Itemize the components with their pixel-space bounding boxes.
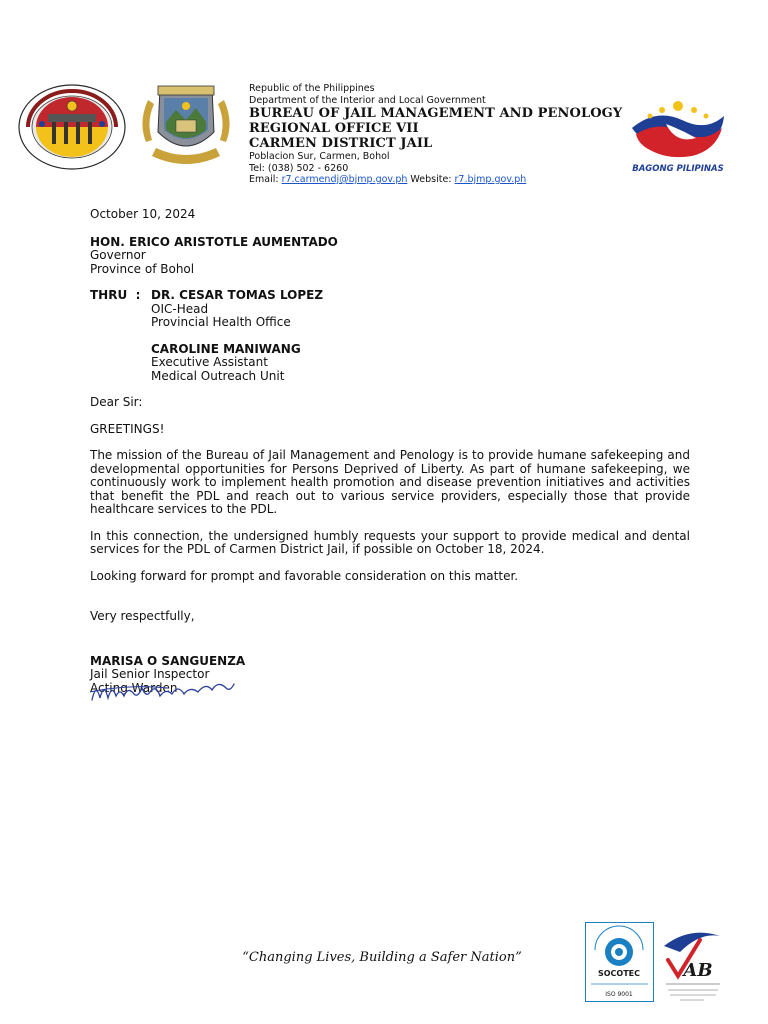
website-link[interactable]: r7.bjmp.gov.ph <box>454 174 527 185</box>
handwritten-signature-icon <box>88 674 238 708</box>
paragraph-3: Looking forward for prompt and favorable consideration on this matter. <box>90 568 519 583</box>
thru-label: THRU : <box>90 288 141 302</box>
thru1-org: Provincial Health Office <box>151 315 291 329</box>
salutation: Dear Sir: <box>90 395 143 409</box>
tel-line: Tel: (038) 502 - 6260 <box>249 162 349 174</box>
bureau-line: BUREAU OF JAIL MANAGEMENT AND PENOLOGY <box>249 106 623 121</box>
recipient-title: Governor <box>90 248 146 262</box>
jail-line: CARMEN DISTRICT JAIL <box>249 136 433 151</box>
signer-position: Acting Warden <box>90 680 178 695</box>
thru-block <box>90 289 690 383</box>
thru2-name: CAROLINE MANIWANG <box>151 341 301 356</box>
letterhead-text <box>249 83 629 186</box>
thru1-title: OIC-Head <box>151 301 209 316</box>
signer-name: MARISA O SANGUENZA <box>90 653 246 668</box>
thru1-name: DR. CESAR TOMAS LOPEZ <box>151 288 324 302</box>
bagong-pilipinas-text: BAGONG PILIPINAS <box>632 164 724 174</box>
contact-line <box>249 174 629 186</box>
letterhead <box>0 0 768 200</box>
website-label: Website: <box>407 174 455 185</box>
socotec-iso-badge-icon <box>585 922 654 1002</box>
paragraph-2: In this connection, the undersigned humbly requests your support to provide medical and dental services for the PDL of Carmen District Jail, if possible on October 18, 2024. <box>90 528 690 556</box>
signer-rank: Jail Senior Inspector <box>90 667 210 681</box>
address-line: Poblacion Sur, Carmen, Bohol <box>249 151 390 162</box>
closing: Very respectfully, <box>90 609 195 623</box>
bagong-pilipinas-logo-icon <box>626 94 730 174</box>
thru2-org: Medical Outreach Unit <box>151 368 285 383</box>
socotec-text: SOCOTEC <box>597 969 641 978</box>
iso-text: ISO 9001 <box>605 991 633 998</box>
region-line: REGIONAL OFFICE VII <box>249 121 419 136</box>
bjmp-seal-icon <box>18 84 126 170</box>
carmen-district-jail-seal-icon <box>132 82 240 170</box>
department-line: Department of the Interior and Local Government <box>249 94 486 106</box>
pab-accreditation-badge-icon <box>660 926 724 1004</box>
motto-text: “Changing Lives, Building a Safer Nation” <box>242 950 522 965</box>
pab-text: AB <box>683 960 713 981</box>
letter-date: October 10, 2024 <box>90 207 196 221</box>
thru2-title: Executive Assistant <box>151 355 268 369</box>
paragraph-1: The mission of the Bureau of Jail Management and Penology is to provide humane safekeeping and developmental opportunities for Persons Deprived of Liberty. As part of humane safekeeping, we continuously work to implement health promotion and disease prevention initiatives and activities that benefit the PDL and reach out to various service providers, especially those that provide healthcare services to the PDL. <box>90 448 690 516</box>
republic-line: Republic of the Philippines <box>249 83 375 94</box>
recipient-org: Province of Bohol <box>90 261 195 276</box>
letter-body <box>90 208 690 695</box>
recipient-name: HON. ERICO ARISTOTLE AUMENTADO <box>90 234 338 249</box>
email-link[interactable]: r7.carmendj@bjmp.gov.ph <box>281 174 408 185</box>
email-label: Email: <box>249 174 282 185</box>
greeting: GREETINGS! <box>90 421 165 436</box>
